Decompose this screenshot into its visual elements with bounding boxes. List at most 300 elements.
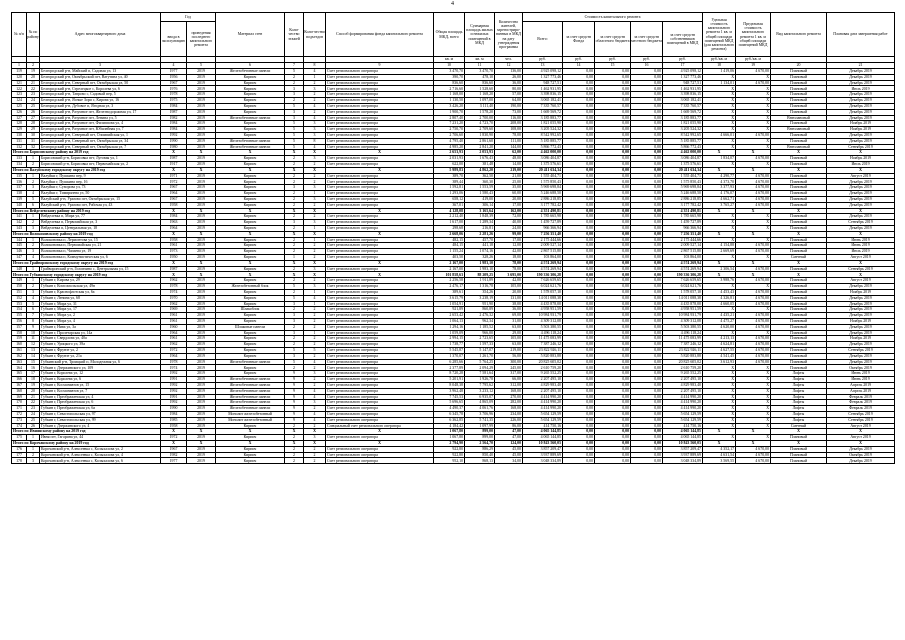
table-cell: 2 207 495,10 — [523, 377, 563, 383]
subtotal-cell: 2 564,70 — [465, 441, 495, 447]
table-cell: Август 2019 — [827, 278, 895, 284]
table-cell: 2019 — [187, 80, 216, 86]
table-cell: Счет регионального оператора — [326, 348, 434, 354]
table-cell: 13 — [27, 348, 40, 354]
table-cell: 5 246 688,50 — [523, 191, 563, 197]
table-cell: 3 — [27, 289, 40, 295]
table-cell: 0,00 — [631, 423, 663, 429]
table-cell: 0,00 — [631, 330, 663, 336]
table-cell: 1 555 404,71 — [663, 173, 703, 179]
table-cell: 3 470,70 — [465, 69, 495, 75]
table-cell: 160 — [12, 342, 27, 348]
table-cell: Железобетонные панели — [216, 388, 285, 394]
table-cell: 20,00 — [495, 196, 523, 202]
table-cell: 6 362,85 — [434, 417, 465, 423]
table-cell: 0,00 — [595, 191, 631, 197]
table-cell: 0,00 — [595, 458, 631, 464]
col-cost-regional-budget: за счет средств областного бюджета — [595, 22, 631, 57]
table-cell: 170 — [12, 400, 27, 406]
table-cell: 4 670,00 — [736, 348, 771, 354]
table-cell: Кирпич — [216, 86, 285, 92]
table-cell: Белгородский р-н, Северный пгт, Октябрьская ул, 34 — [40, 138, 161, 144]
table-cell: 1967 — [161, 80, 187, 86]
table-cell: 1 289,34 — [465, 220, 495, 226]
table-cell: Кирпич — [216, 132, 285, 138]
table-cell: 4 290,77 — [703, 173, 736, 179]
subtotal-title: Итого по Валуйскому городскому округу на 2019 год — [12, 167, 161, 173]
table-cell: Губкин г, Краснофлотская ул, 6а — [40, 289, 161, 295]
table-cell: 362,50 — [465, 173, 495, 179]
table-cell: 3 238,19 — [465, 295, 495, 301]
table-cell: Счет регионального оператора — [326, 173, 434, 179]
table-cell: 3 857 209,47 — [663, 446, 703, 452]
table-cell: 15 — [27, 359, 40, 365]
subtotal-cell: 0,00 — [563, 429, 595, 435]
subtotal-cell: X — [304, 429, 326, 435]
table-cell: 21,00 — [495, 173, 523, 179]
table-cell: 3 — [285, 330, 304, 336]
table-cell: 3 065 182,41 — [523, 98, 563, 104]
table-cell: 56,00 — [495, 353, 523, 359]
table-cell: Август 2019 — [827, 423, 895, 429]
table-cell: 0,00 — [595, 162, 631, 168]
subtotal-cell: 219,00 — [495, 167, 523, 173]
table-cell: Декабрь 2019 — [827, 191, 895, 197]
table-cell: 0,00 — [595, 400, 631, 406]
table-cell: 2 094,29 — [465, 365, 495, 371]
table-cell: 441,18 — [465, 243, 495, 249]
table-cell: Кирпич — [216, 295, 285, 301]
table-cell: Валуйки г, Суворова ул, 73 — [40, 185, 161, 191]
table-cell: 3 — [304, 196, 326, 202]
table-cell: 6 024 621,76 — [663, 284, 703, 290]
table-cell: 2 669,69 — [703, 249, 736, 255]
subtotal-cell: X — [285, 208, 304, 214]
table-cell: Борисовский р-н, Борисовка пгт, Первомайская ул, 2 — [40, 162, 161, 168]
table-cell: Кирпич — [216, 342, 285, 348]
table-cell: Плановый — [771, 446, 827, 452]
table-cell: 0,00 — [631, 74, 663, 80]
table-cell: 1967 — [161, 446, 187, 452]
table-cell: 1982 — [161, 452, 187, 458]
table-cell: X — [703, 127, 736, 133]
table-cell: 2019 — [187, 342, 216, 348]
table-cell: Июнь 2019 — [827, 243, 895, 249]
table-cell: Плановый — [771, 214, 827, 220]
table-cell: 135 — [12, 173, 27, 179]
table-cell: 0,00 — [563, 191, 595, 197]
table-cell: Плановый — [771, 80, 827, 86]
table-cell: 0,00 — [595, 69, 631, 75]
subtotal-cell: X — [703, 441, 736, 447]
table-cell: 24 — [27, 98, 40, 104]
table-cell: Кирпич — [216, 278, 285, 284]
table-cell: 4 631,54 — [703, 452, 736, 458]
subtotal-cell: X — [827, 441, 895, 447]
table-cell: 0,00 — [563, 458, 595, 464]
table-cell: 2 — [27, 243, 40, 249]
table-cell: 4 326,81 — [703, 295, 736, 301]
table-cell: 1 155,24 — [434, 249, 465, 255]
table-cell: Губкин г, Королева ул, 6 — [40, 377, 161, 383]
table-cell: 11 475 083,99 — [523, 336, 563, 342]
table-cell: 0,00 — [563, 406, 595, 412]
col-repair-type: Вид капитального ремонта — [771, 13, 827, 57]
subtotal-cell: 2 281,26 — [465, 231, 495, 237]
table-cell: 1987 — [161, 109, 187, 115]
table-cell: 153 — [12, 301, 27, 307]
table-cell: Вейделевка п, Мира ул, 77 — [40, 214, 161, 220]
table-cell: Губкин г, Дзержинского ул, 4 — [40, 423, 161, 429]
table-cell: Плановый — [771, 69, 827, 75]
table-cell: 9 265 552,25 — [523, 371, 563, 377]
table-cell: 4 829 983,40 — [523, 382, 563, 388]
subtotal-cell: X — [326, 441, 434, 447]
table-cell: 1 134,01 — [703, 80, 736, 86]
table-cell: 0,00 — [563, 156, 595, 162]
table-cell: 2019 — [187, 132, 216, 138]
table-cell: Кирпич — [216, 353, 285, 359]
table-cell: 168,00 — [495, 388, 523, 394]
table-cell: 0,00 — [631, 382, 663, 388]
table-cell: Счет регионального оператора — [326, 220, 434, 226]
table-cell: 16 — [27, 365, 40, 371]
table-cell: 389,61 — [434, 289, 465, 295]
table-cell: 4 — [27, 191, 40, 197]
table-cell: 4 352,17 — [703, 446, 736, 452]
table-cell: Специальный счет регионального оператора — [326, 423, 434, 429]
table-cell: 3 — [285, 92, 304, 98]
table-cell: 0,00 — [595, 179, 631, 185]
table-cell: 1963 — [161, 220, 187, 226]
table-cell: 0,00 — [563, 237, 595, 243]
table-cell: 2 716,60 — [434, 86, 465, 92]
table-cell: 0,00 — [631, 278, 663, 284]
table-cell: 4 666,01 — [703, 132, 736, 138]
subtotal-cell: 20 411 634,34 — [663, 167, 703, 173]
table-cell: 0,00 — [563, 132, 595, 138]
table-cell: 3 048 334,89 — [663, 458, 703, 464]
table-cell: 2019 — [187, 121, 216, 127]
table-cell: 5 503 380,55 — [663, 324, 703, 330]
table-cell: Губкин г, Космонавтов ул, 7 — [40, 388, 161, 394]
table-cell: Ноябрь 2019 — [827, 336, 895, 342]
table-cell: 5 — [285, 132, 304, 138]
table-cell: Шлаковые панели — [216, 324, 285, 330]
table-cell: 1 926,78 — [465, 377, 495, 383]
table-cell: 5 969 698,84 — [663, 185, 703, 191]
table-cell: Счет регионального оператора — [326, 266, 434, 272]
subtotal-cell: 4 574 269,94 — [663, 260, 703, 266]
table-cell: 27 — [27, 115, 40, 121]
table-cell: Счет регионального оператора — [326, 237, 434, 243]
table-cell: 216,81 — [465, 225, 495, 231]
table-cell: 2019 — [187, 103, 216, 109]
table-cell: 0,00 — [595, 423, 631, 429]
table-cell: 4 414 990,20 — [523, 400, 563, 406]
table-cell: 0,00 — [631, 307, 663, 313]
table-cell: 0,00 — [563, 348, 595, 354]
table-cell: 622,00 — [434, 162, 465, 168]
table-cell: 0,00 — [631, 365, 663, 371]
table-cell: 0,00 — [595, 127, 631, 133]
table-cell: 2 — [304, 336, 326, 342]
table-cell: X — [736, 115, 771, 121]
subtotal-cell: X — [326, 260, 434, 266]
table-cell: 4 662,71 — [703, 196, 736, 202]
table-cell: Счет регионального оператора — [326, 225, 434, 231]
table-cell: 1 185,52 — [465, 324, 495, 330]
table-cell: Декабрь 2019 — [827, 458, 895, 464]
table-cell: X — [736, 220, 771, 226]
table-cell: 0,00 — [595, 313, 631, 319]
table-cell: 3 086 404,87 — [663, 156, 703, 162]
table-cell: 0,00 — [595, 284, 631, 290]
table-cell: 2019 — [187, 173, 216, 179]
table-cell: Шлакоблок — [216, 307, 285, 313]
table-cell: Кирпич — [216, 336, 285, 342]
table-cell: 136,00 — [495, 69, 523, 75]
table-cell: 2019 — [187, 295, 216, 301]
table-cell: 5 185 885,77 — [523, 138, 563, 144]
table-cell: 2 — [285, 179, 304, 185]
table-cell: 22 — [27, 400, 40, 406]
table-cell: 7 795,62 — [465, 382, 495, 388]
table-cell: 32 — [27, 144, 40, 150]
table-cell: Декабрь 2019 — [827, 225, 895, 231]
table-cell: 2 — [285, 237, 304, 243]
table-cell: 3 706,96 — [465, 411, 495, 417]
subtotal-cell: 1 983,10 — [465, 260, 495, 266]
table-cell: 3 — [27, 249, 40, 255]
table-cell: 168 — [12, 388, 27, 394]
table-cell: 1972 — [161, 435, 187, 441]
col-cost-fund: за счет средств Фонда — [563, 22, 595, 57]
table-cell: Счет регионального оператора — [326, 435, 434, 441]
table-cell: 4 670,00 — [736, 353, 771, 359]
table-cell: Корочанский р-н, Алексеевка с, Колыхалова ул, 2 — [40, 446, 161, 452]
table-cell: 1950 — [161, 255, 187, 261]
table-cell: 0,00 — [631, 103, 663, 109]
subtotal-cell: 4 128,08 — [434, 208, 465, 214]
table-cell: 3 — [285, 318, 304, 324]
table-cell: 2019 — [187, 202, 216, 208]
table-cell: 0,00 — [631, 313, 663, 319]
table-cell: X — [736, 284, 771, 290]
table-cell: 173 — [12, 417, 27, 423]
table-cell: 0,00 — [595, 74, 631, 80]
table-cell: 1 261,70 — [465, 353, 495, 359]
table-cell: 0,00 — [631, 353, 663, 359]
table-cell: 1917 — [161, 162, 187, 168]
table-cell: 1 064,13 — [434, 318, 465, 324]
subtotal-cell: 0,00 — [595, 441, 631, 447]
table-cell: 0,00 — [563, 278, 595, 284]
table-cell: 19 — [27, 382, 40, 388]
table-cell: 0,00 — [563, 394, 595, 400]
table-cell: 2 — [304, 382, 326, 388]
table-cell: X — [703, 371, 736, 377]
table-cell: X — [703, 394, 736, 400]
table-cell: X — [703, 220, 736, 226]
table-cell: Кирпич — [216, 371, 285, 377]
subtotal-cell: X — [216, 231, 285, 237]
table-cell: 9 — [285, 411, 304, 417]
table-cell: Счет регионального оператора — [326, 86, 434, 92]
subtotal-cell: X — [216, 429, 285, 435]
table-cell: 948 727,51 — [663, 80, 703, 86]
table-cell: 1 785 665,98 — [523, 214, 563, 220]
table-cell: 0,00 — [631, 371, 663, 377]
table-cell: X — [703, 377, 736, 383]
table-cell: Плановый — [771, 202, 827, 208]
table-cell: 8 — [304, 138, 326, 144]
table-cell: 0,00 — [563, 295, 595, 301]
table-cell: 1992 — [161, 371, 187, 377]
table-cell: Декабрь 2019 — [827, 324, 895, 330]
table-cell: 1 294,16 — [434, 324, 465, 330]
subtotal-cell: X — [326, 208, 434, 214]
table-cell: 0,00 — [631, 109, 663, 115]
table-cell: 0,00 — [631, 156, 663, 162]
table-cell: Счет регионального оператора — [326, 127, 434, 133]
table-cell: 137 — [12, 185, 27, 191]
table-cell: Губкин г, Севастопольская ул, 97 — [40, 411, 161, 417]
table-cell: Сметный — [771, 255, 827, 261]
subtotal-cell: 2 668,06 — [434, 231, 465, 237]
subtotal-cell: X — [161, 208, 187, 214]
table-cell: Плановый — [771, 185, 827, 191]
table-cell: 7 626 659,65 — [663, 278, 703, 284]
table-cell: Плановый — [771, 318, 827, 324]
table-cell: X — [736, 382, 771, 388]
table-cell: Губкин г, Свердлова ул, 40а — [40, 336, 161, 342]
table-cell: 17,00 — [495, 237, 523, 243]
table-cell: 658,12 — [434, 196, 465, 202]
table-cell: Счет регионального оператора — [326, 92, 434, 98]
column-number-cell: 15 — [595, 63, 631, 69]
table-cell: Счет регионального оператора — [326, 202, 434, 208]
table-cell: 2019 — [187, 406, 216, 412]
table-cell: 63,00 — [495, 342, 523, 348]
table-cell: 0,00 — [631, 348, 663, 354]
table-cell: 2 207 495,10 — [663, 388, 703, 394]
subtotal-cell: 0,00 — [595, 167, 631, 173]
table-cell: 2019 — [187, 446, 216, 452]
table-cell: Декабрь 2019 — [827, 98, 895, 104]
table-cell: 2 — [304, 307, 326, 313]
table-cell: Кирпич — [216, 179, 285, 185]
table-cell: 2019 — [187, 411, 216, 417]
table-cell: Декабрь 2019 — [827, 69, 895, 75]
table-cell: 0,00 — [595, 307, 631, 313]
table-cell: 1961 — [161, 243, 187, 249]
table-cell: X — [736, 74, 771, 80]
table-cell: 0,00 — [631, 185, 663, 191]
table-cell: 0,00 — [595, 138, 631, 144]
table-cell: Декабрь 2019 — [827, 179, 895, 185]
col-n-rayon: № по району — [27, 13, 40, 57]
table-cell: 20 825 605,02 — [663, 359, 703, 365]
table-cell: Губкин г, Урицкого ул, 39а — [40, 342, 161, 348]
unit-cell: руб./кв. м — [736, 57, 771, 63]
table-cell: 4 723,70 — [465, 121, 495, 127]
unit-cell: руб. — [631, 57, 663, 63]
table-cell: 1992 — [161, 382, 187, 388]
subtotal-cell: X — [736, 150, 771, 156]
table-cell: Белгородский р-н, Разумное пгт, Ленина ул, 5 — [40, 115, 161, 121]
table-cell: Губкин г, Космонавтов ул, 15 — [40, 382, 161, 388]
table-cell: 1970 — [161, 295, 187, 301]
table-cell: 23 — [27, 92, 40, 98]
subtotal-cell: X — [736, 272, 771, 278]
table-cell: 4 — [304, 359, 326, 365]
table-cell: 0,00 — [595, 330, 631, 336]
table-cell: 0,00 — [563, 196, 595, 202]
subtotal-cell: X — [216, 272, 285, 278]
table-cell: 0,00 — [631, 225, 663, 231]
table-cell: 45,00 — [495, 446, 523, 452]
table-cell: 42,00 — [495, 249, 523, 255]
table-cell: 2 653,42 — [434, 313, 465, 319]
col-cost-local-budget: за счет средств местного бюджета — [631, 22, 663, 57]
table-cell: 2 723,65 — [465, 336, 495, 342]
table-cell: 3 — [27, 458, 40, 464]
table-cell: Счет регионального оператора — [326, 98, 434, 104]
table-cell: 140 — [12, 202, 27, 208]
table-cell: Кирпич — [216, 243, 285, 249]
subtotal-cell: 62,00 — [495, 150, 523, 156]
table-cell: Июль 2019 — [827, 249, 895, 255]
table-cell: Кирпич — [216, 109, 285, 115]
table-cell: Кирпич — [216, 318, 285, 324]
table-cell: 414 750,16 — [663, 423, 703, 429]
table-cell: 2019 — [187, 196, 216, 202]
table-cell: X — [736, 417, 771, 423]
table-cell: 0,00 — [563, 411, 595, 417]
table-cell: Плановый — [771, 92, 827, 98]
table-cell: 0,00 — [631, 266, 663, 272]
subtotal-cell: 0,00 — [563, 150, 595, 156]
table-cell: 177 — [12, 452, 27, 458]
table-cell: 2 — [304, 458, 326, 464]
table-cell: X — [736, 365, 771, 371]
table-cell: 0,00 — [563, 301, 595, 307]
table-cell: 1 617,00 — [434, 220, 465, 226]
subtotal-cell: X — [285, 429, 304, 435]
table-cell: X — [736, 103, 771, 109]
table-cell: Сентябрь 2019 — [827, 348, 895, 354]
table-cell: Плановый — [771, 98, 827, 104]
subtotal-cell: X — [771, 208, 827, 214]
table-cell: 6 285,66 — [434, 359, 465, 365]
subtotal-cell: 4 065 144,85 — [663, 429, 703, 435]
table-cell: 922,80 — [434, 452, 465, 458]
table-cell: Счет регионального оператора — [326, 69, 434, 75]
table-cell: 2 — [304, 109, 326, 115]
table-cell: 0,00 — [631, 249, 663, 255]
table-cell: Плановый — [771, 336, 827, 342]
table-cell: Счет регионального оператора — [326, 74, 434, 80]
table-cell: 2019 — [187, 138, 216, 144]
table-cell: Ивня пгт, Гагарина ул, 44 — [40, 435, 161, 441]
table-cell: 0,00 — [563, 225, 595, 231]
table-cell: 0,00 — [631, 318, 663, 324]
table-cell: 306,14 — [465, 202, 495, 208]
table-cell: 0,00 — [595, 382, 631, 388]
subtotal-cell: 10 843 560,05 — [523, 441, 563, 447]
table-cell: X — [736, 406, 771, 412]
